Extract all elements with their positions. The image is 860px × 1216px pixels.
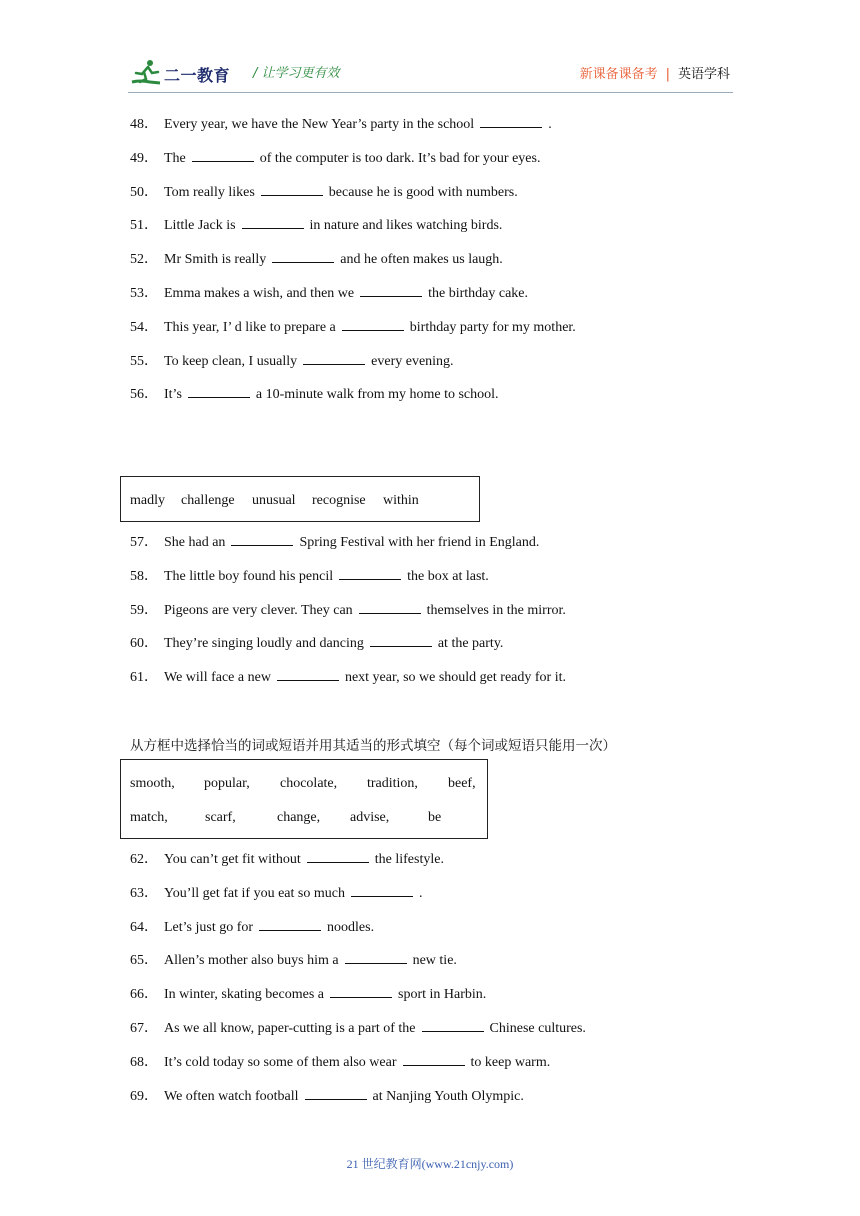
section-instruction: 从方框中选择恰当的词或短语并用其适当的形式填空（每个词或短语只能用一次） <box>130 738 616 754</box>
answer-blank[interactable] <box>370 634 432 647</box>
question-item <box>130 848 444 868</box>
question-item <box>130 383 499 403</box>
question-number: 60． <box>130 636 158 652</box>
question-number: 49． <box>130 150 158 166</box>
question-text-after: the lifestyle. <box>374 852 444 867</box>
question-item <box>130 147 540 167</box>
question-text-after: in nature and likes watching birds. <box>309 218 503 234</box>
question-text-after: . <box>548 117 552 132</box>
question-text-after: noodles. <box>327 919 375 935</box>
box-word: beef, <box>448 776 476 791</box>
question-text-before: This year, I’ d like to prepare a <box>164 319 336 335</box>
box-word: match, <box>130 810 168 825</box>
box-word: smooth, <box>130 776 175 791</box>
question-text-after: . <box>418 885 423 901</box>
question-text-before: Pigeons are very clever. They can <box>164 602 353 618</box>
word-box-2 <box>120 759 488 839</box>
question-item <box>130 983 486 1003</box>
answer-blank[interactable] <box>231 533 293 546</box>
answer-blank[interactable] <box>339 567 401 580</box>
question-item <box>130 113 552 133</box>
question-number: 69． <box>130 1088 158 1104</box>
question-item <box>130 350 454 370</box>
question-text-after: a 10-minute walk from my home to school. <box>255 387 499 403</box>
question-text-after: of the computer is too dark. It’s bad for your eyes. <box>259 150 541 166</box>
logo <box>130 58 242 88</box>
answer-blank[interactable] <box>422 1019 484 1032</box>
question-item <box>130 949 457 969</box>
question-text-before: Every year, we have the New Year’s party in the school <box>164 117 475 132</box>
question-number: 63． <box>130 885 158 901</box>
answer-blank[interactable] <box>480 115 542 128</box>
question-item <box>130 316 576 336</box>
answer-blank[interactable] <box>261 183 323 196</box>
question-text-after: new tie. <box>412 953 457 969</box>
question-item <box>130 565 489 585</box>
question-number: 67． <box>130 1021 158 1036</box>
question-item <box>130 916 374 936</box>
question-number: 50． <box>130 184 158 200</box>
box-word: recognise <box>312 493 366 508</box>
question-number: 59． <box>130 602 158 618</box>
page-footer: 21 世纪教育网(www.21cnjy.com) <box>346 1157 514 1171</box>
question-text-before: We often watch football <box>164 1088 299 1104</box>
box-word: be <box>428 810 442 825</box>
header-divider <box>128 92 733 93</box>
header-course-label: 新课备课备考 <box>579 67 658 82</box>
box-word: madly <box>130 493 165 508</box>
box-word: challenge <box>181 493 235 508</box>
box-word: chocolate, <box>280 776 338 791</box>
box-word: popular, <box>204 776 250 791</box>
question-item <box>130 248 503 268</box>
answer-blank[interactable] <box>277 668 339 681</box>
question-text-after: birthday party for my mother. <box>409 319 576 335</box>
question-text-after: the birthday cake. <box>428 286 529 301</box>
question-text-after: Chinese cultures. <box>489 1021 586 1036</box>
answer-blank[interactable] <box>351 884 413 897</box>
question-text-after: because he is good with numbers. <box>328 184 518 200</box>
box-word: tradition, <box>367 776 418 791</box>
question-text-after: at the party. <box>437 636 504 652</box>
slogan: / 让学习更有效 <box>253 66 340 81</box>
question-number: 57． <box>130 535 158 550</box>
question-text-before: You can’t get fit without <box>164 852 301 867</box>
question-number: 66． <box>130 987 158 1003</box>
question-number: 54． <box>130 319 158 335</box>
question-item <box>130 1085 524 1105</box>
question-text-before: Emma makes a wish, and then we <box>164 286 355 301</box>
answer-blank[interactable] <box>345 951 407 964</box>
question-text-before: To keep clean, I usually <box>164 353 298 369</box>
question-text-after: sport in Harbin. <box>398 987 487 1003</box>
question-text-before: The little boy found his pencil <box>164 568 334 584</box>
answer-blank[interactable] <box>307 850 369 863</box>
question-text-after: every evening. <box>371 353 454 369</box>
header-subject-label: 英语学科 <box>677 67 730 82</box>
question-text-before: As we all know, paper-cutting is a part of the <box>164 1021 416 1036</box>
question-number: 56． <box>130 387 158 403</box>
question-text-after: to keep warm. <box>470 1054 551 1070</box>
question-item <box>130 1017 586 1037</box>
question-item <box>130 599 566 619</box>
answer-blank[interactable] <box>330 985 392 998</box>
header-separator: | <box>665 67 670 82</box>
question-text-after: themselves in the mirror. <box>426 602 566 618</box>
answer-blank[interactable] <box>359 601 421 614</box>
question-item <box>130 666 566 686</box>
runner-logo-icon <box>130 58 164 88</box>
box-word: advise, <box>350 810 390 825</box>
question-text-before: It’s <box>164 387 182 403</box>
answer-blank[interactable] <box>305 1087 367 1100</box>
question-number: 48． <box>130 117 158 132</box>
word-box-1 <box>120 476 480 522</box>
question-text-before: The <box>164 150 186 166</box>
box-word: within <box>383 493 419 508</box>
question-item <box>130 531 539 551</box>
question-text-before: Little Jack is <box>164 218 236 234</box>
question-item <box>130 882 422 902</box>
box-word: change, <box>277 810 321 825</box>
question-text-before: Mr Smith is really <box>164 252 267 268</box>
question-number: 53． <box>130 286 158 301</box>
answer-blank[interactable] <box>188 385 250 398</box>
question-text-before: Tom really likes <box>164 184 255 200</box>
question-text-before: She had an <box>164 535 226 550</box>
page-header <box>130 58 730 92</box>
answer-blank[interactable] <box>272 250 334 263</box>
question-number: 52． <box>130 252 158 268</box>
answer-blank[interactable] <box>242 216 304 229</box>
question-number: 51． <box>130 218 158 234</box>
box-word: unusual <box>252 493 296 508</box>
question-text-before: It’s cold today so some of them also wear <box>164 1054 397 1070</box>
answer-blank[interactable] <box>342 318 404 331</box>
question-text-before: You’ll get fat if you eat so much <box>164 885 345 901</box>
question-text-before: Let’s just go for <box>164 919 254 935</box>
question-number: 55． <box>130 353 158 369</box>
question-text-after: the box at last. <box>407 568 489 584</box>
question-text-before: In winter, skating becomes a <box>164 987 325 1003</box>
question-text-before: We will face a new <box>164 670 271 686</box>
box-word: scarf, <box>205 810 236 825</box>
question-number: 64． <box>130 919 158 935</box>
logo-text: 二一教育 <box>164 66 231 85</box>
answer-blank[interactable] <box>403 1053 465 1066</box>
question-number: 61． <box>130 670 158 686</box>
question-item <box>130 214 502 234</box>
question-text-before: Allen’s mother also buys him a <box>164 953 339 969</box>
question-item <box>130 282 528 302</box>
answer-blank[interactable] <box>192 149 254 162</box>
question-text-after: Spring Festival with her friend in England. <box>299 535 540 550</box>
question-item <box>130 181 518 201</box>
answer-blank[interactable] <box>360 284 422 297</box>
question-item <box>130 1051 550 1071</box>
question-text-after: next year, so we should get ready for it. <box>344 670 566 686</box>
question-number: 58． <box>130 568 158 584</box>
question-number: 62． <box>130 852 158 867</box>
question-text-after: at Nanjing Youth Olympic. <box>372 1088 524 1104</box>
question-text-after: and he often makes us laugh. <box>340 252 503 268</box>
question-item <box>130 632 503 652</box>
answer-blank[interactable] <box>303 352 365 365</box>
answer-blank[interactable] <box>259 918 321 931</box>
question-number: 68． <box>130 1054 158 1070</box>
question-number: 65． <box>130 953 158 969</box>
question-text-before: They’re singing loudly and dancing <box>164 636 364 652</box>
header-right <box>580 63 730 82</box>
